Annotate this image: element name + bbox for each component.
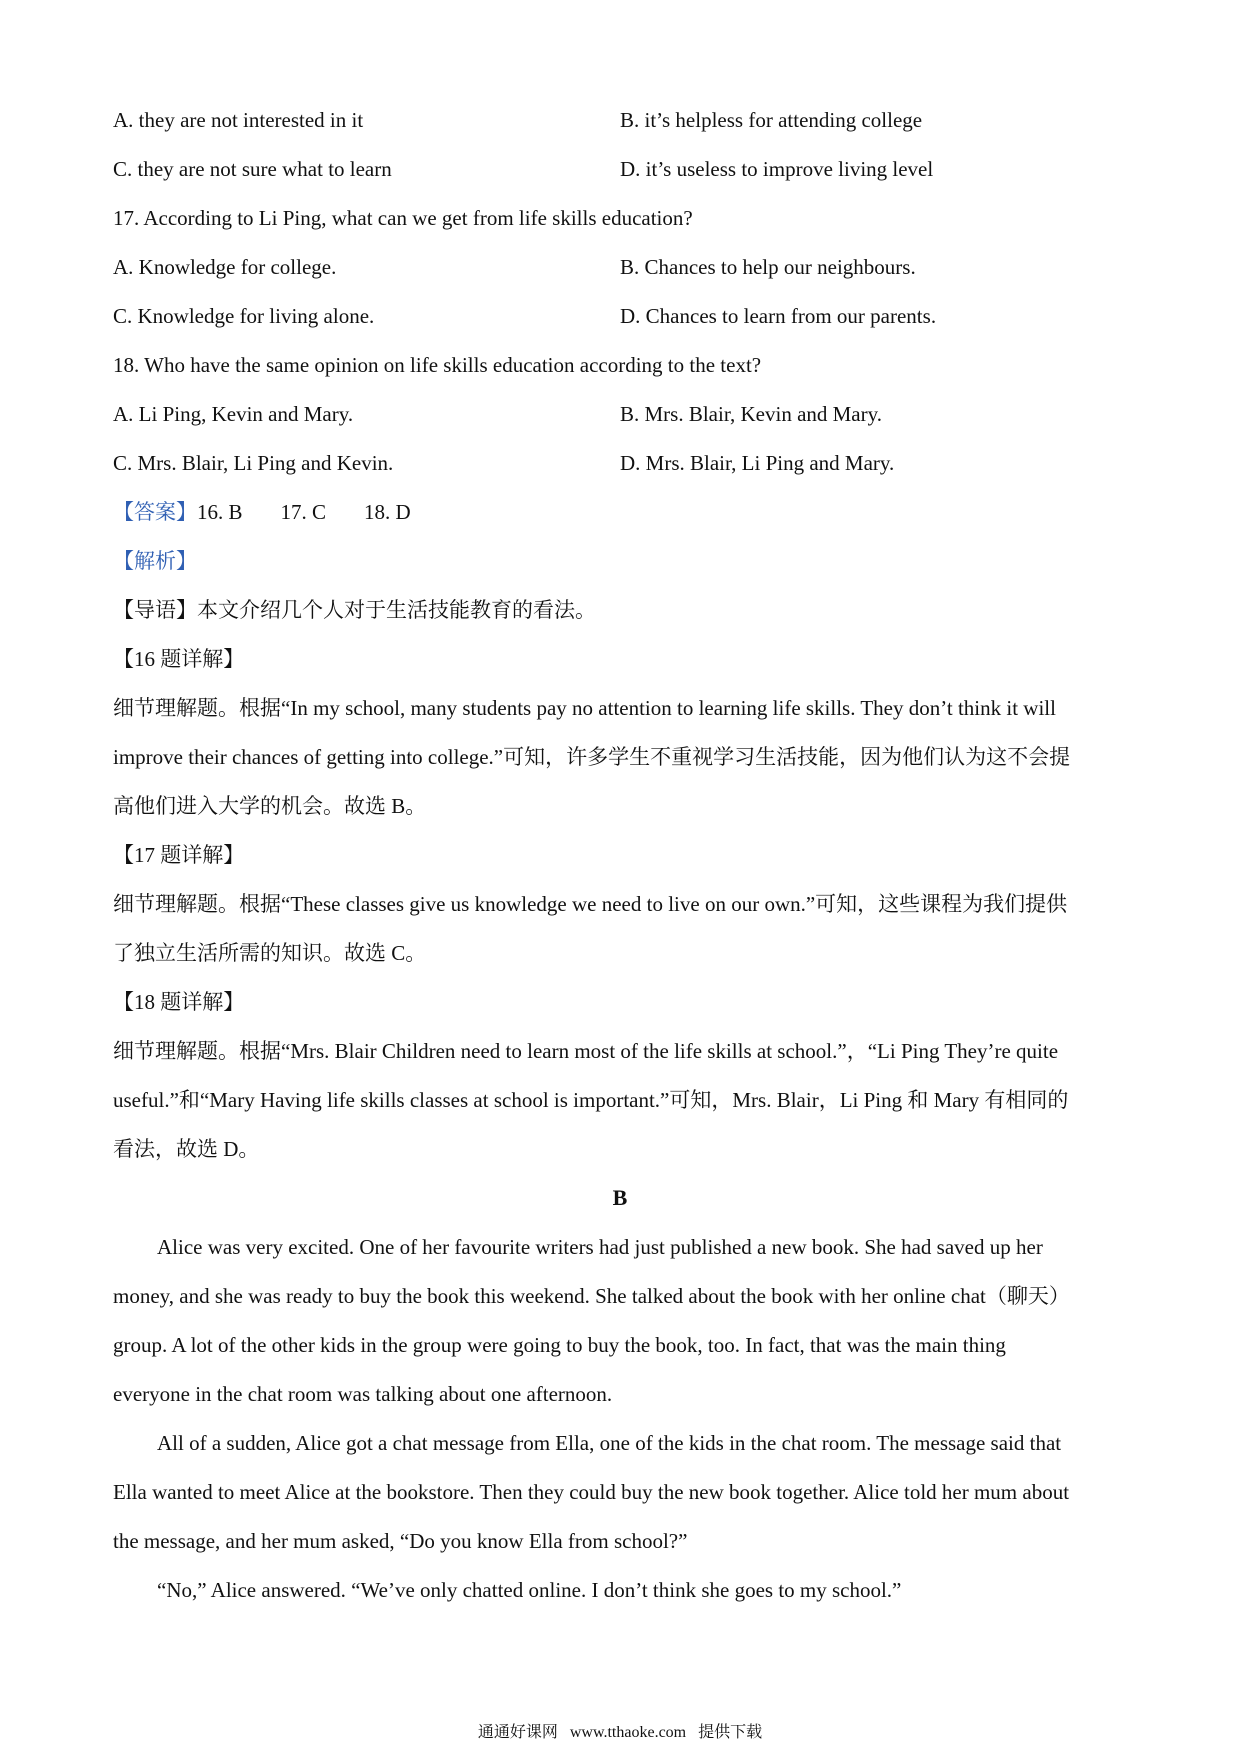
detail-18-heading: 【18 题详解】: [113, 990, 245, 1014]
answer-16: 16. B: [197, 500, 243, 524]
q18-option-c: C. Mrs. Blair, Li Ping and Kevin.: [113, 451, 394, 475]
analysis-label: 【解析】: [113, 549, 197, 573]
footer-url[interactable]: www.tthaoke.com: [569, 1724, 687, 1741]
detail-16-line: 细节理解题。根据“In my school, many students pay no attention to learning life skills. They don’t think it will: [113, 696, 1056, 720]
detail-17-line: 细节理解题。根据“These classes give us knowledge we need to live on our own.”可知，这些课程为我们提供: [113, 892, 1068, 916]
detail-18-line: 看法，故选 D。: [113, 1137, 260, 1161]
passage-line: Ella wanted to meet Alice at the bookstore. Then they could buy the new book together. Alice told her mum about: [113, 1480, 1070, 1504]
detail-16-line: 高他们进入大学的机会。故选 B。: [113, 794, 427, 818]
q16-option-b: B. it’s helpless for attending college: [620, 108, 923, 132]
q17-question: 17. According to Li Ping, what can we get from life skills education?: [113, 206, 693, 230]
q16-option-d: D. it’s useless to improve living level: [620, 157, 934, 181]
footer-site-name: 通通好课网: [477, 1724, 558, 1741]
intro-text: 【导语】本文介绍几个人对于生活技能教育的看法。: [113, 598, 596, 622]
passage-line: Alice was very excited. One of her favourite writers had just published a new book. She had saved up her: [157, 1235, 1043, 1259]
detail-16-heading: 【16 题详解】: [113, 647, 245, 671]
q18-question: 18. Who have the same opinion on life skills education according to the text?: [113, 353, 762, 377]
q18-option-a: A. Li Ping, Kevin and Mary.: [113, 402, 354, 426]
passage-line: All of a sudden, Alice got a chat message from Ella, one of the kids in the chat room. The message said that: [157, 1431, 1062, 1455]
q17-option-d: D. Chances to learn from our parents.: [620, 304, 937, 328]
footer-note: 提供下载: [698, 1724, 763, 1741]
passage-line: money, and she was ready to buy the book this weekend. She talked about the book with her online chat（聊天）: [113, 1284, 1070, 1308]
detail-18-line: useful.”和“Mary Having life skills classes at school is important.”可知，Mrs. Blair，Li Ping 和 Mary 有相同的: [113, 1088, 1069, 1112]
section-b-title: B: [612, 1185, 628, 1210]
answer-label: 【答案】: [113, 500, 197, 524]
answer-line: [113, 498, 411, 526]
detail-16-line: improve their chances of getting into college.”可知，许多学生不重视学习生活技能，因为他们认为这不会提: [113, 745, 1071, 769]
passage-line: “No,” Alice answered. “We’ve only chatted online. I don’t think she goes to my school.”: [157, 1578, 902, 1602]
answer-18: 18. D: [364, 500, 411, 524]
detail-17-line: 了独立生活所需的知识。故选 C。: [113, 941, 427, 965]
q18-option-b: B. Mrs. Blair, Kevin and Mary.: [620, 402, 883, 426]
q16-option-c: C. they are not sure what to learn: [113, 157, 392, 181]
passage-line: the message, and her mum asked, “Do you know Ella from school?”: [113, 1529, 688, 1553]
answer-17: 17. C: [280, 500, 327, 524]
q17-option-a: A. Knowledge for college.: [113, 255, 337, 279]
q18-option-d: D. Mrs. Blair, Li Ping and Mary.: [620, 451, 895, 475]
q16-option-a: A. they are not interested in it: [113, 108, 364, 132]
passage-line: everyone in the chat room was talking about one afternoon.: [113, 1382, 613, 1406]
detail-17-heading: 【17 题详解】: [113, 843, 245, 867]
passage-line: group. A lot of the other kids in the group were going to buy the book, too. In fact, that was the main thing: [113, 1333, 1006, 1357]
page-footer: [0, 1722, 1240, 1744]
q17-option-c: C. Knowledge for living alone.: [113, 304, 375, 328]
q17-option-b: B. Chances to help our neighbours.: [620, 255, 916, 279]
detail-18-line: 细节理解题。根据“Mrs. Blair Children need to learn most of the life skills at school.”，“Li Ping They’re quite: [113, 1039, 1059, 1063]
